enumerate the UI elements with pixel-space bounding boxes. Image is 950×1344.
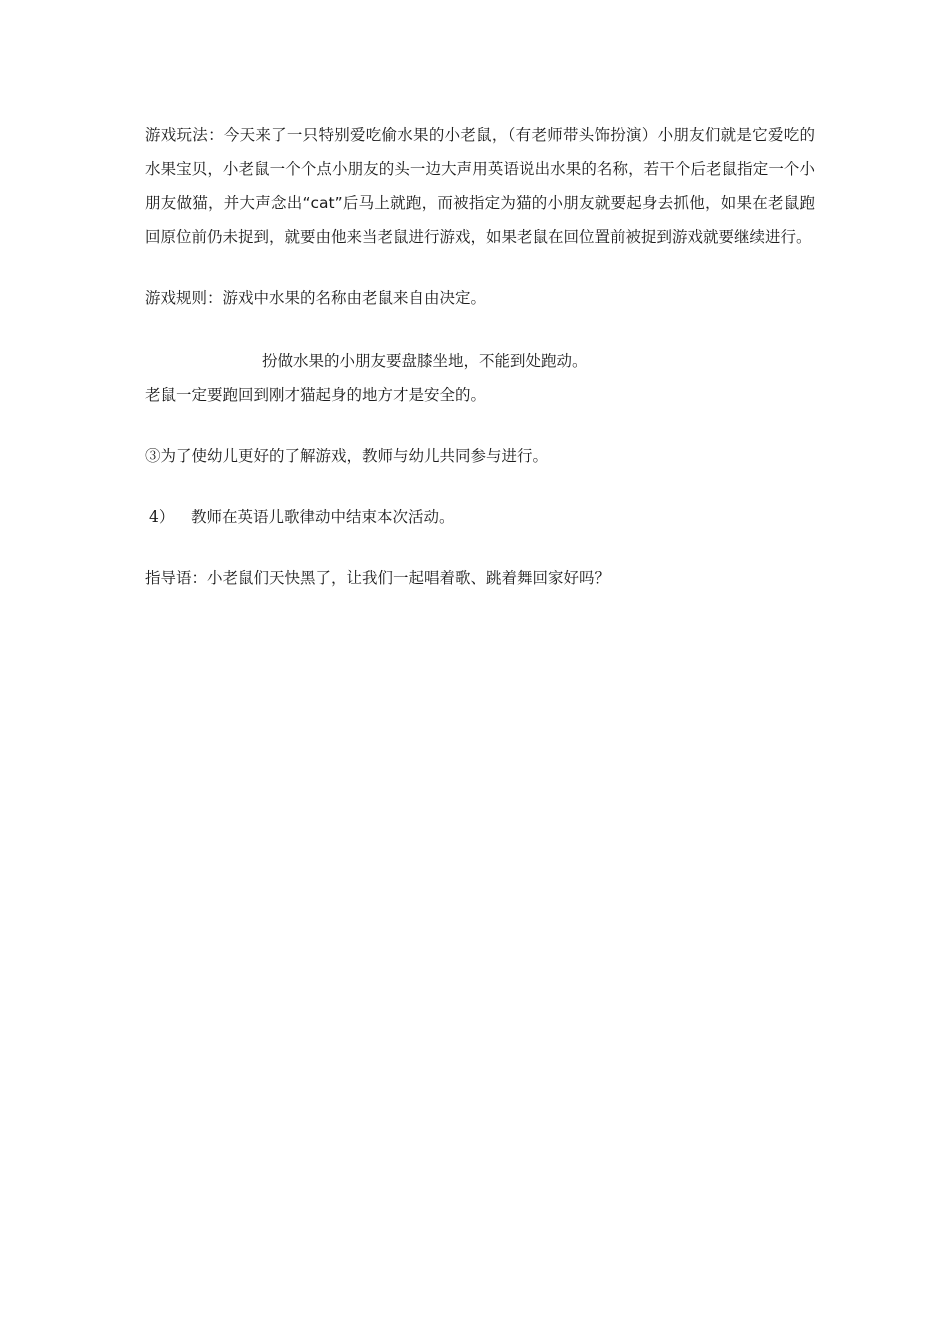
rule-sit-paragraph: 扮做水果的小朋友要盘膝坐地，不能到处跑动。 [262, 352, 588, 370]
step-4-text: 教师在英语儿歌律动中结束本次活动。 [191, 508, 455, 526]
cat-word: “cat” [302, 194, 343, 212]
guide-paragraph: 指导语：小老鼠们天快黑了，让我们一起唱着歌、跳着舞回家好吗？ [145, 569, 611, 587]
step-4-paragraph [145, 500, 815, 534]
step-4-number: 4） [149, 508, 175, 526]
step-3-paragraph: ③为了使幼儿更好的了解游戏，教师与幼儿共同参与进行。 [145, 447, 549, 465]
game-play-paragraph [145, 118, 815, 254]
document-body [145, 118, 815, 595]
rule-safe-paragraph: 老鼠一定要跑回到刚才猫起身的地方才是安全的。 [145, 386, 487, 404]
game-play-text-part-2: 后马上就跑，而被指定为猫的小朋友就要起身去抓他，如果在老鼠跑回原位前仍未捉到，就要由他来当老鼠进行游戏，如果老鼠在回位置前被捉到游戏就要继续进行。 [145, 194, 815, 246]
game-rules-paragraph: 游戏规则：游戏中水果的名称由老鼠来自由决定。 [145, 289, 487, 307]
game-play-text-part-1: 游戏玩法：今天来了一只特别爱吃偷水果的小老鼠，（有老师带头饰扮演）小朋友们就是它爱吃的水果宝贝，小老鼠一个个点小朋友的头一边大声用英语说出水果的名称，若干个后老鼠指定一个小朋友做猫，并大声念出 [145, 126, 815, 212]
